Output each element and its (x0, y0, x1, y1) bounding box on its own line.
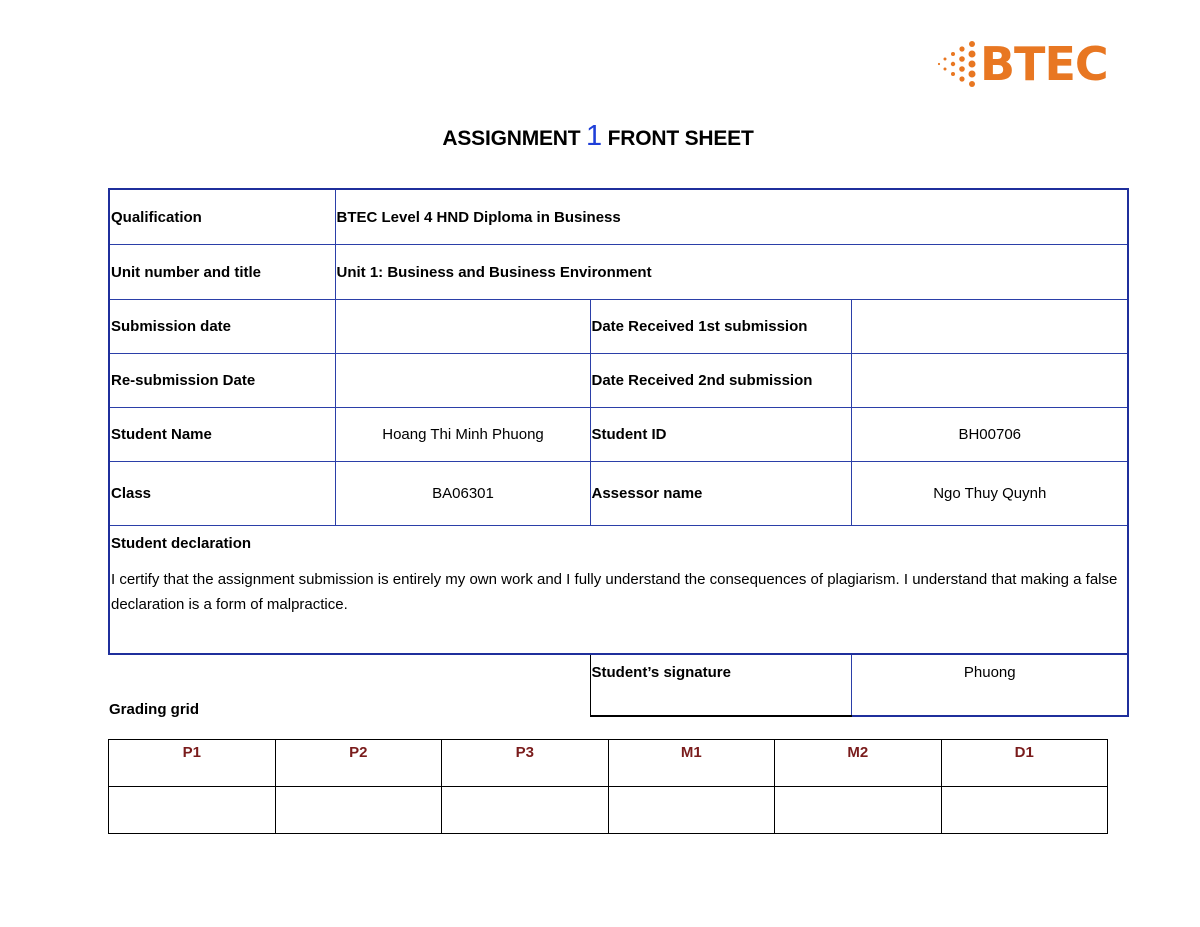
front-sheet-table (108, 188, 1129, 717)
class-label: Class (109, 462, 335, 526)
logo-text: BTEC (980, 37, 1108, 91)
grade-cell-m2 (775, 787, 942, 834)
grade-header-p2: P2 (275, 740, 442, 787)
grade-header-d1: D1 (941, 740, 1108, 787)
grade-cell-p2 (275, 787, 442, 834)
resubmission-date-value (335, 354, 590, 408)
declaration-heading: Student declaration (111, 535, 252, 552)
title-number: 1 (586, 120, 602, 152)
grading-grid-table (108, 739, 1108, 834)
grade-header-m1: M1 (608, 740, 775, 787)
date-received-2-value (851, 354, 1128, 408)
class-value: BA06301 (335, 462, 590, 526)
title-prefix: ASSIGNMENT (442, 127, 581, 150)
submission-date-label: Submission date (109, 300, 335, 354)
btec-logo (936, 34, 1126, 94)
assessor-value: Ngo Thuy Quynh (851, 462, 1128, 526)
page-title (0, 120, 1196, 153)
date-received-2-label: Date Received 2nd submission (590, 354, 851, 408)
grade-cell-m1 (608, 787, 775, 834)
date-received-1-value (851, 300, 1128, 354)
grade-cell-d1 (941, 787, 1108, 834)
dots-icon (936, 38, 978, 90)
unit-label: Unit number and title (109, 245, 335, 300)
qualification-label: Qualification (109, 189, 335, 245)
student-name-value: Hoang Thi Minh Phuong (335, 408, 590, 462)
student-id-label: Student ID (590, 408, 851, 462)
student-declaration (109, 526, 1128, 655)
student-id-value: BH00706 (851, 408, 1128, 462)
grading-grid-label: Grading grid (109, 701, 199, 718)
grade-cell-p1 (109, 787, 276, 834)
qualification-value: BTEC Level 4 HND Diploma in Business (335, 189, 1128, 245)
title-suffix: FRONT SHEET (607, 127, 754, 150)
grade-cell-p3 (442, 787, 609, 834)
unit-value: Unit 1: Business and Business Environment (335, 245, 1128, 300)
resubmission-date-label: Re-submission Date (109, 354, 335, 408)
declaration-text: I certify that the assignment submission is entirely my own work and I fully understand the consequences of plagiarism. I understand that making a false declaration is a form of malpractice. (111, 571, 1118, 613)
grade-header-p3: P3 (442, 740, 609, 787)
date-received-1-label: Date Received 1st submission (590, 300, 851, 354)
submission-date-value (335, 300, 590, 354)
signature-label: Student’s signature (590, 654, 851, 716)
student-name-label: Student Name (109, 408, 335, 462)
grade-header-p1: P1 (109, 740, 276, 787)
grade-header-m2: M2 (775, 740, 942, 787)
signature-value: Phuong (851, 654, 1128, 716)
assessor-label: Assessor name (590, 462, 851, 526)
